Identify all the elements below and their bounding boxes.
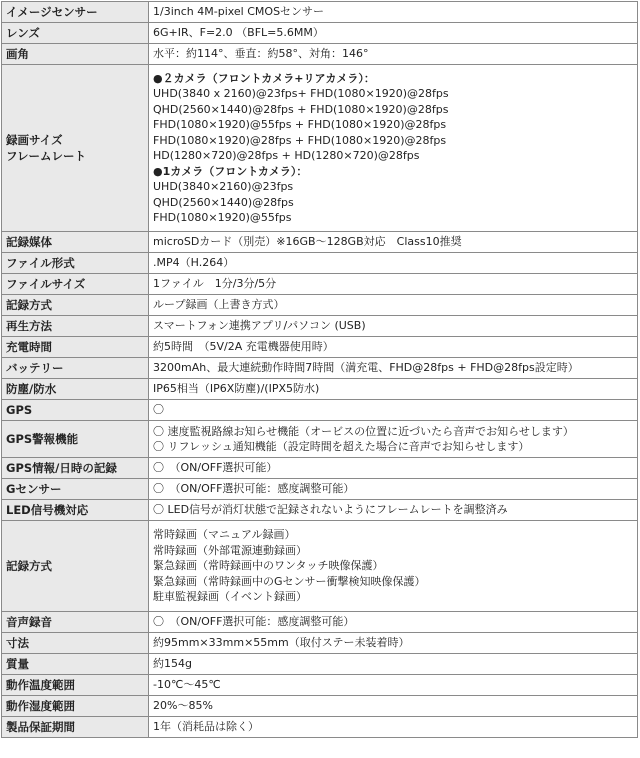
spec-label: 充電時間 [6, 340, 52, 354]
spec-value: 緊急録画（常時録画中のGセンサー衝撃検知映像保護） [153, 574, 426, 588]
spec-value: UHD(3840 x 2160)@23fps+ FHD(1080×1920)@28fps [153, 87, 449, 100]
spec-label: 記録方式 [6, 298, 52, 312]
spec-label: 質量 [6, 657, 29, 671]
spec-label-cell [2, 675, 149, 696]
spec-value: HD(1280×720)@28fps + HD(1280×720)@28fps [153, 149, 420, 162]
spec-label: ファイル形式 [6, 256, 75, 270]
spec-value: 駐車監視録画（イベント録画） [153, 590, 307, 604]
spec-row [2, 479, 638, 500]
spec-label: 動作温度範囲 [6, 678, 75, 692]
spec-value: FHD(1080×1920)@55fps [153, 211, 292, 224]
spec-label-cell [2, 65, 149, 232]
spec-value: 約95mm×33mm×55mm（取付ステー未装着時） [153, 636, 410, 650]
spec-value-cell [149, 421, 638, 458]
spec-label-cell [2, 23, 149, 44]
spec-label-cell [2, 612, 149, 633]
spec-value: 20%～85% [153, 699, 213, 713]
spec-value: QHD(2560×1440)@28fps [153, 195, 294, 209]
spec-value: 約5時間 （5V/2A 充電機器使用時） [153, 340, 334, 354]
spec-value: UHD(3840×2160)@23fps [153, 180, 294, 193]
spec-label: 製品保証期間 [6, 720, 75, 734]
spec-value-cell [149, 2, 638, 23]
spec-label: LED信号機対応 [6, 503, 89, 517]
spec-row [2, 612, 638, 633]
spec-label: レンズ [6, 26, 40, 40]
spec-row [2, 295, 638, 316]
spec-label-cell [2, 44, 149, 65]
spec-value: 〇 （ON/OFF選択可能：感度調整可能） [153, 615, 355, 629]
spec-row [2, 400, 638, 421]
spec-subheading: ●1カメラ（フロントカメラ）： [153, 164, 308, 178]
spec-row [2, 379, 638, 400]
spec-value: スマートフォン連携アプリ/パソコン (USB) [153, 319, 366, 333]
spec-label-cell [2, 633, 149, 654]
spec-label: イメージセンサー [6, 5, 98, 19]
spec-value: ループ録画（上書き方式） [153, 298, 285, 312]
spec-row [2, 253, 638, 274]
spec-value-cell [149, 44, 638, 65]
spec-label: Gセンサー [6, 482, 62, 496]
spec-value: FHD(1080×1920)@55fps + FHD(1080×1920)@28fps [153, 118, 447, 131]
spec-row [2, 696, 638, 717]
spec-table [1, 1, 638, 738]
spec-row [2, 675, 638, 696]
spec-subheading: ●２カメラ（フロントカメラ+リアカメラ）： [153, 71, 375, 85]
spec-label-cell [2, 295, 149, 316]
spec-label: 録画サイズ [6, 133, 63, 147]
spec-value: 〇 （ON/OFF選択可能） [153, 461, 278, 475]
spec-label-cell [2, 253, 149, 274]
spec-value-cell [149, 521, 638, 612]
spec-value-cell [149, 316, 638, 337]
spec-label-cell [2, 421, 149, 458]
spec-value: 〇 [153, 403, 164, 417]
spec-label: フレームレート [6, 149, 87, 163]
spec-value: 3200mAh、最大連続動作時間7時間（満充電、FHD@28fps + FHD@28fps設定時） [153, 361, 579, 375]
spec-label: GPS警報機能 [6, 432, 79, 446]
spec-value: 〇 リフレッシュ通知機能（設定時間を超えた場合に音声でお知らせします） [153, 440, 530, 453]
spec-value-cell [149, 358, 638, 379]
spec-value-cell [149, 65, 638, 232]
spec-value-cell [149, 232, 638, 253]
spec-value: FHD(1080×1920)@28fps + FHD(1080×1920)@28fps [153, 133, 447, 147]
spec-row [2, 23, 638, 44]
spec-row [2, 2, 638, 23]
spec-row [2, 421, 638, 458]
spec-value-cell [149, 253, 638, 274]
spec-label: バッテリー [6, 361, 64, 375]
spec-label-cell [2, 458, 149, 479]
spec-label-cell [2, 696, 149, 717]
spec-row [2, 521, 638, 612]
spec-value: -10℃～45℃ [153, 678, 221, 692]
spec-row [2, 358, 638, 379]
spec-label: 防塵/防水 [6, 382, 57, 396]
spec-label-cell [2, 500, 149, 521]
spec-label: 音声録音 [6, 615, 52, 629]
spec-value: 〇 速度監視路線お知らせ機能（オービスの位置に近づいたら音声でお知らせします） [153, 424, 574, 438]
spec-label-cell [2, 479, 149, 500]
spec-value: 1/3inch 4M-pixel CMOSセンサー [153, 5, 325, 19]
spec-value-cell [149, 23, 638, 44]
spec-value: 1ファイル 1分/3分/5分 [153, 277, 277, 291]
spec-label: 記録方式 [6, 559, 52, 573]
spec-label-cell [2, 232, 149, 253]
spec-value-cell [149, 337, 638, 358]
spec-value: 〇 LED信号が消灯状態で記録されないようにフレームレートを調整済み [153, 503, 508, 517]
spec-value-cell [149, 400, 638, 421]
spec-value-cell [149, 675, 638, 696]
spec-value: 約154g [153, 657, 192, 671]
spec-value-cell [149, 654, 638, 675]
spec-row [2, 654, 638, 675]
spec-value: microSDカード（別売）※16GB～128GB対応 Class10推奨 [153, 235, 462, 249]
spec-row [2, 337, 638, 358]
spec-row [2, 500, 638, 521]
spec-value-cell [149, 458, 638, 479]
spec-label: 画角 [6, 47, 29, 61]
spec-value: .MP4（H.264） [153, 256, 235, 270]
spec-value-cell [149, 633, 638, 654]
spec-table-body [2, 2, 638, 738]
spec-value: 〇 （ON/OFF選択可能：感度調整可能） [153, 482, 355, 496]
spec-row [2, 717, 638, 738]
spec-row [2, 232, 638, 253]
spec-value: 1年（消耗品は除く） [153, 720, 259, 734]
spec-value-cell [149, 479, 638, 500]
spec-value: 6G+IR、F=2.0 （BFL=5.6MM） [153, 26, 324, 40]
spec-value: 水平：約114°、垂直：約58°、対角：146° [153, 47, 369, 61]
spec-label-cell [2, 400, 149, 421]
spec-label-cell [2, 717, 149, 738]
spec-value-cell [149, 295, 638, 316]
spec-row [2, 274, 638, 295]
spec-label: GPS [6, 403, 33, 417]
spec-label: 記録媒体 [6, 235, 52, 249]
spec-value-cell [149, 379, 638, 400]
spec-label: 動作湿度範囲 [6, 699, 75, 713]
spec-label-cell [2, 274, 149, 295]
spec-label-cell [2, 316, 149, 337]
spec-value-cell [149, 612, 638, 633]
spec-label-cell [2, 2, 149, 23]
spec-label-cell [2, 379, 149, 400]
spec-row [2, 65, 638, 232]
spec-value: 常時録画（マニュアル録画） [153, 528, 296, 542]
spec-row [2, 633, 638, 654]
spec-label-cell [2, 654, 149, 675]
spec-value: 常時録画（外部電源連動録画） [153, 543, 307, 557]
spec-value: 緊急録画（常時録画中のワンタッチ映像保護） [153, 559, 384, 573]
spec-label: 再生方法 [6, 319, 52, 333]
spec-value: QHD(2560×1440)@28fps + FHD(1080×1920)@28fps [153, 102, 449, 116]
spec-label: ファイルサイズ [6, 277, 86, 291]
spec-row [2, 316, 638, 337]
spec-value-cell [149, 717, 638, 738]
spec-value-cell [149, 274, 638, 295]
spec-label: 寸法 [6, 636, 29, 650]
spec-label-cell [2, 358, 149, 379]
spec-label-cell [2, 521, 149, 612]
spec-row [2, 44, 638, 65]
spec-value: IP65相当（IP6X防塵)/(IPX5防水) [153, 382, 320, 396]
spec-label-cell [2, 337, 149, 358]
spec-value-cell [149, 500, 638, 521]
spec-row [2, 458, 638, 479]
spec-value-cell [149, 696, 638, 717]
spec-label: GPS情報/日時の記録 [6, 461, 117, 475]
